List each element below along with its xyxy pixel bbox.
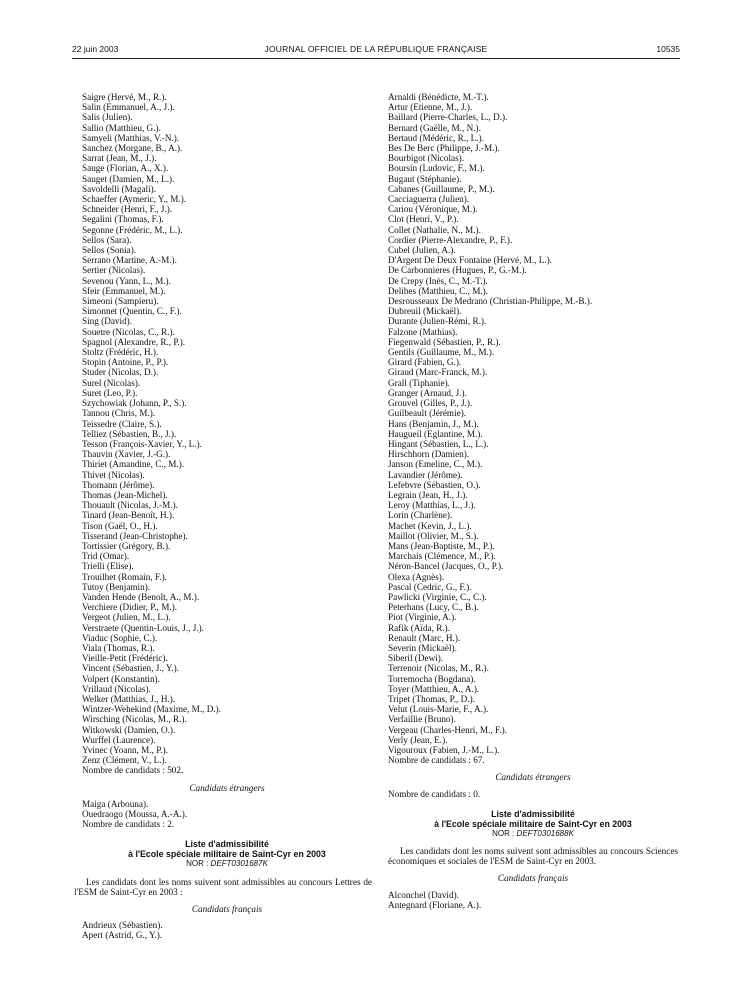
- list-item: Thouault (Nicolas, J.-M.).: [82, 500, 178, 511]
- list-item: Welker (Matthias, J., H.).: [82, 693, 176, 704]
- list-item: Tison (Gaël, O., H.).: [82, 520, 158, 531]
- list-item: Delibes (Matthieu, C., M.).: [388, 285, 489, 296]
- header-page-number: 10535: [656, 44, 680, 54]
- left-list-title-line-2: à l'Ecole spéciale militaire de Saint-Cyr en 2003: [128, 849, 326, 860]
- list-item: Souetre (Nicolas, C., R.).: [82, 326, 175, 337]
- left-foreign-count: Nombre de candidats : 2.: [82, 819, 175, 830]
- list-item: Olexa (Agnès).: [388, 571, 445, 582]
- list-item: Telliez (Sébastien, B., J.).: [82, 428, 177, 439]
- list-item: Néron-Bancel (Jacques, O., P.).: [388, 561, 504, 572]
- list-item: Siberil (Dewi).: [388, 653, 444, 664]
- list-item: Trouilhet (Romain, F.).: [82, 571, 167, 582]
- list-item: Vincent (Sébastien, J., Y.).: [82, 663, 179, 674]
- list-item: Marchais (Clémence, M., P.).: [388, 551, 496, 562]
- list-item: Sing (David).: [82, 316, 133, 327]
- list-item: Antegnard (Floriane, A.).: [388, 899, 482, 910]
- list-item: Collet (Nathalie, N., M.).: [388, 224, 481, 235]
- list-item: Samyeli (Matthias, V.-N.).: [82, 132, 180, 143]
- left-list-title-line-1: Liste d'admissibilité: [185, 839, 269, 850]
- list-item: Szychowiak (Johann, P., S.).: [82, 398, 187, 409]
- list-item: Peterhans (Lucy, C., B.).: [388, 602, 479, 613]
- list-item: Volpert (Konstantin).: [82, 673, 160, 684]
- list-item: Janson (Emeline, C., M.).: [388, 459, 483, 470]
- list-item: De Crepy (Inès, C., M.-T.).: [388, 275, 488, 286]
- list-item: Zenz (Clément, V., L.).: [82, 755, 167, 766]
- list-item: Verchiere (Didier, P., M.).: [82, 602, 178, 613]
- right-french-heading: Candidats français: [497, 873, 569, 884]
- list-item: Bugaut (Stéphanie).: [388, 173, 462, 184]
- left-french-list: [82, 920, 372, 940]
- right-list-title-line-2: à l'Ecole spéciale militaire de Saint-Cyr en 2003: [434, 818, 632, 829]
- list-item: Sertier (Nicolas).: [82, 265, 146, 276]
- list-item: Sellos (Sonia).: [82, 245, 137, 256]
- right-intro: Les candidats dont les noms suivent sont admissibles au concours Sciences économiques et sociales de l'ESM de Saint-Cyr en 2003.: [388, 846, 678, 867]
- list-item: Studer (Nicolas, D.).: [82, 367, 159, 378]
- list-item: Cariou (Véronique, M.).: [388, 204, 478, 215]
- right-nor-code: DEFT0301688K: [516, 828, 574, 838]
- list-item: Dubreuil (Mickaël).: [388, 306, 462, 317]
- list-item: Tannou (Chris, M.).: [82, 408, 156, 419]
- right-nor-label: NOR :: [492, 828, 515, 838]
- list-item: Toyer (Matthieu, A., A.).: [388, 683, 480, 694]
- list-item: Sevenou (Yann, L., M.).: [82, 275, 171, 286]
- list-item: Apert (Astrid, G., Y.).: [82, 930, 163, 941]
- list-item: Savoldelli (Magali).: [82, 183, 156, 194]
- list-item: Maillot (Olivier, M., S.).: [388, 530, 479, 541]
- list-item: Gentils (Guillaume, M., M.).: [388, 347, 495, 358]
- left-foreign-heading: Candidats étrangers: [189, 782, 265, 793]
- list-item: Vanden Hende (Benoît, A., M.).: [82, 591, 200, 602]
- list-item: Cabanes (Guillaume, P., M.).: [388, 183, 495, 194]
- list-item: Thivet (Nicolas).: [82, 469, 145, 480]
- list-item: Leroy (Matthias, L., J.).: [388, 500, 476, 511]
- list-item: Fiegenwald (Sébastien, P., R.).: [388, 336, 501, 347]
- right-nor: [388, 829, 678, 839]
- list-item: Wurffel (Laurence).: [82, 734, 156, 745]
- right-foreign-count: Nombre de candidats : 0.: [388, 788, 481, 799]
- right-name-list: [388, 92, 678, 755]
- list-item: Segalini (Thomas, F.).: [82, 214, 164, 225]
- right-list-title: [388, 809, 678, 829]
- list-item: Terrenoir (Nicolas, M., R.).: [388, 663, 489, 674]
- list-item: Haugueil (Eglantine, M.).: [388, 428, 483, 439]
- list-item: Machet (Kevin, J., L.).: [388, 520, 472, 531]
- list-item: Alconchel (David).: [388, 889, 459, 900]
- list-item: Tutoy (Benjamin).: [82, 581, 151, 592]
- list-item: Viaduc (Sophie, C.).: [82, 632, 158, 643]
- header-date: 22 juin 2003: [72, 44, 119, 54]
- list-item: Tesson (François-Xavier, Y., L.).: [82, 438, 202, 449]
- list-item: Bernard (Gaëlle, M., N.).: [388, 122, 481, 133]
- list-item: Hingant (Sébastien, L., L.).: [388, 438, 489, 449]
- list-item: Vigouroux (Fabien, J.-M., L.).: [388, 745, 500, 755]
- list-item: Vieille-Petit (Frédéric).: [82, 653, 168, 664]
- list-item: Maiga (Arbouna).: [82, 798, 149, 809]
- list-item: Granger (Arnaud, J.).: [388, 387, 467, 398]
- left-count: Nombre de candidats : 502.: [82, 765, 184, 776]
- list-item: Cubel (Julien, A.).: [388, 245, 456, 256]
- list-item: Legrain (Jean, H., J.).: [388, 489, 468, 500]
- list-item: Rafik (Aïda, R.).: [388, 622, 451, 633]
- left-french-heading: Candidats français: [191, 904, 263, 915]
- list-item: Simeoni (Sampieru).: [82, 296, 159, 307]
- list-item: Clot (Henri, V., P.).: [388, 214, 459, 225]
- list-item: Saigre (Hervé, M., R.).: [82, 92, 167, 102]
- list-item: Vrillaud (Nicolas).: [82, 683, 151, 694]
- left-column: [74, 92, 372, 941]
- list-item: Boursin (Ludovic, F., M.).: [388, 163, 485, 174]
- right-count: Nombre de candidats : 67.: [388, 755, 485, 766]
- list-item: Viala (Thomas, R.).: [82, 642, 155, 653]
- list-item: Thomas (Jean-Michel).: [82, 489, 168, 500]
- list-item: Lorin (Charlène).: [388, 510, 453, 521]
- left-name-list: [82, 92, 372, 765]
- list-item: Verstraete (Quentin-Louis, J., J.).: [82, 622, 204, 633]
- list-item: Sauget (Damien, M., L.).: [82, 173, 175, 184]
- list-item: Cacciaguerra (Julien).: [388, 194, 470, 205]
- list-item: Cordier (Pierre-Alexandre, P., F.).: [388, 234, 513, 245]
- list-item: Serrano (Martine, A.-M.).: [82, 255, 177, 266]
- list-item: Trid (Omar).: [82, 551, 130, 562]
- list-item: Bertaud (Médéric, R., L.).: [388, 132, 484, 143]
- list-item: Tripet (Thomas, P., D.).: [388, 693, 475, 704]
- header-rule: [72, 58, 680, 59]
- list-item: Sallio (Matthieu, G.).: [82, 122, 161, 133]
- right-column: [388, 92, 678, 910]
- left-foreign-list: [82, 799, 372, 819]
- list-item: Guilbeault (Jérémie).: [388, 408, 467, 419]
- list-item: Pawlicki (Virginie, C., C.).: [388, 591, 487, 602]
- list-item: Severin (Mickaël).: [388, 642, 457, 653]
- list-item: Giraud (Marc-Franck, M.).: [388, 367, 488, 378]
- list-item: Lavandier (Jérôme).: [388, 469, 463, 480]
- list-item: Desrousseaux De Medrano (Christian-Philippe, M.-B.).: [388, 296, 593, 307]
- left-nor: [82, 859, 372, 869]
- right-french-list: [388, 890, 678, 910]
- list-item: Renault (Marc, H.).: [388, 632, 461, 643]
- list-item: Falzone (Mathias).: [388, 326, 458, 337]
- list-item: Stoltz (Frédéric, H.).: [82, 347, 159, 358]
- list-item: Ouedraogo (Moussa, A.-A.).: [82, 809, 188, 820]
- list-item: Thiriet (Amandine, C., M.).: [82, 459, 185, 470]
- list-item: Lefebvre (Sébastien, O.).: [388, 479, 481, 490]
- list-item: Witkowski (Damien, O.).: [82, 724, 176, 735]
- list-item: Verfaillie (Bruno).: [388, 714, 456, 725]
- list-item: Grouvel (Gilles, P., J.).: [388, 398, 473, 409]
- list-item: Artur (Etienne, M., J.).: [388, 102, 473, 113]
- list-item: Pascal (Cedric, G., F.).: [388, 581, 472, 592]
- list-item: Grall (Tiphanie).: [388, 377, 450, 388]
- list-item: Arnaldi (Bénédicte, M.-T.).: [388, 92, 489, 102]
- header-title: JOURNAL OFFICIEL DE LA RÉPUBLIQUE FRANÇAISE: [264, 44, 488, 54]
- list-item: Tinard (Jean-Benoît, H.).: [82, 510, 175, 521]
- list-item: Baillard (Pierre-Charles, L., D.).: [388, 112, 508, 123]
- list-item: Velut (Louis-Marie, F., A.).: [388, 704, 489, 715]
- left-nor-label: NOR :: [186, 859, 209, 869]
- list-item: Schaeffer (Aymeric, Y., M.).: [82, 194, 187, 205]
- list-item: Wirsching (Nicolas, M., R.).: [82, 714, 187, 725]
- list-item: Thauvin (Xavier, J.-G.).: [82, 449, 171, 460]
- left-nor-code: DEFT0301687K: [210, 859, 268, 869]
- list-item: Bourbigot (Nicolas).: [388, 153, 465, 164]
- list-item: Piot (Virginie, A.).: [388, 612, 457, 623]
- list-item: Simonnet (Quentin, C., F.).: [82, 306, 182, 317]
- list-item: Segonne (Frédéric, M., L.).: [82, 224, 183, 235]
- list-item: De Carbonnieres (Hugues, P., G.-M.).: [388, 265, 527, 276]
- list-item: Salis (Julien).: [82, 112, 133, 123]
- list-item: Spagnol (Alexandre, R., P.).: [82, 336, 186, 347]
- list-item: D'Argent De Deux Fontaine (Hervé, M., L.).: [388, 255, 553, 266]
- list-item: Thomann (Jérôme).: [82, 479, 155, 490]
- list-item: Andrieux (Sébastien).: [82, 920, 163, 931]
- list-item: Wintzer-Wehekind (Maxime, M., D.).: [82, 704, 222, 715]
- list-item: Teissedre (Claire, S.).: [82, 418, 162, 429]
- list-item: Bes De Berc (Philippe, J.-M.).: [388, 143, 500, 154]
- left-intro: Les candidats dont les noms suivent sont admissibles au concours Lettres de l'ESM de Saint-Cyr en 2003 :: [74, 876, 372, 897]
- list-item: Schneider (Henri, F., J.).: [82, 204, 173, 215]
- list-item: Suret (Leo, P.).: [82, 387, 138, 398]
- list-item: Vergeau (Charles-Henri, M., F.).: [388, 724, 508, 735]
- left-list-title: [82, 839, 372, 859]
- list-item: Sfeir (Emmanuel, M.).: [82, 285, 166, 296]
- list-item: Sauge (Florian, A., X.).: [82, 163, 169, 174]
- list-item: Yvinec (Yoann, M., P.).: [82, 745, 168, 755]
- list-item: Mans (Jean-Baptiste, M., P.).: [388, 540, 495, 551]
- right-list-title-line-1: Liste d'admissibilité: [491, 808, 575, 819]
- list-item: Verly (Jean, E.).: [388, 734, 448, 745]
- list-item: Hirschhorn (Damien).: [388, 449, 470, 460]
- list-item: Sanchez (Morgane, B., A.).: [82, 143, 183, 154]
- list-item: Durante (Julien-Rémi, R.).: [388, 316, 487, 327]
- list-item: Tortissier (Grégory, B.).: [82, 540, 171, 551]
- list-item: Vergeot (Julien, M., L.).: [82, 612, 171, 623]
- list-item: Hans (Benjamin, J., M.).: [388, 418, 479, 429]
- list-item: Sellos (Sara).: [82, 234, 132, 245]
- list-item: Salin (Emmanuel, A., J.).: [82, 102, 175, 113]
- list-item: Tisserand (Jean-Christophe).: [82, 530, 188, 541]
- list-item: Girard (Fabien, G.).: [388, 357, 462, 368]
- list-item: Sarrat (Jean, M., J.).: [82, 153, 157, 164]
- list-item: Torremocha (Bogdana).: [388, 673, 476, 684]
- list-item: Stopin (Antoine, P., P.).: [82, 357, 169, 368]
- list-item: Surel (Nicolas).: [82, 377, 141, 388]
- page-header: [72, 44, 680, 58]
- list-item: Trielli (Elise).: [82, 561, 134, 572]
- right-foreign-heading: Candidats étrangers: [495, 772, 571, 783]
